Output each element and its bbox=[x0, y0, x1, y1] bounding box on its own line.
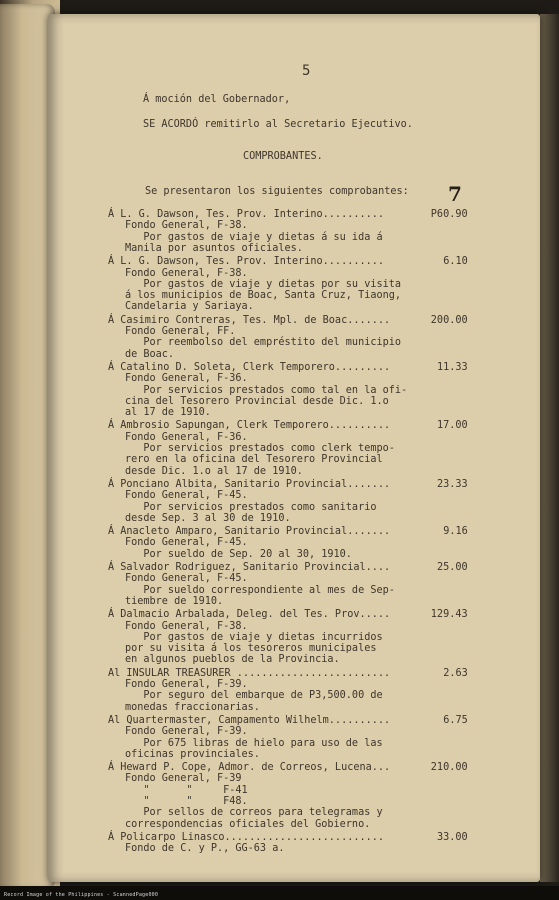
entry-amount: 9.16 bbox=[443, 526, 468, 538]
page-number: 5 bbox=[302, 63, 311, 79]
entry-detail-line: Fondo General, F-38. bbox=[125, 620, 248, 632]
entry-amount: 210.00 bbox=[430, 762, 468, 774]
entry-detail-line: Por gastos de viaje y dietas incurridos bbox=[125, 631, 383, 643]
entry-payee: Al Quartermaster, Campamento Wilhelm.......... bbox=[108, 714, 391, 726]
entry-payee: Á Casimiro Contreras, Tes. Mpl. de Boac....... bbox=[108, 314, 391, 326]
entry-detail-line: desde Sep. 3 al 30 de 1910. bbox=[125, 512, 291, 524]
entry-detail-line: Por sellos de correos para telegramas y bbox=[125, 807, 383, 819]
entry-amount: P60.90 bbox=[430, 209, 468, 220]
entry-payee: Á Ponciano Albita, Sanitario Provincial....... bbox=[108, 478, 391, 490]
entry-amount: 200.00 bbox=[430, 314, 468, 326]
entry-detail-line: Fondo General, F-45. bbox=[125, 573, 248, 585]
entry-payee: Á Dalmacio Arbalada, Deleg. del Tes. Prov..... bbox=[108, 609, 391, 621]
right-page-edge bbox=[540, 14, 559, 882]
entry-payee: Á Salvador Rodriguez, Sanitario Provincial.... bbox=[108, 562, 391, 573]
entry-detail-line: Por gastos de viaje y dietas por su visita bbox=[125, 278, 402, 290]
entry-detail-line: desde Dic. 1.o al 17 de 1910. bbox=[125, 465, 303, 477]
entry-detail-line: Fondo General, F-39. bbox=[125, 726, 248, 738]
entry-amount: 11.33 bbox=[437, 361, 468, 373]
entry-detail-line: Por sueldo correspondiente al mes de Sep- bbox=[125, 584, 395, 596]
entry-detail-line: Por reembolso del empréstito del municipio bbox=[125, 337, 402, 349]
entry-detail-line: Fondo de C. y P., GG-63 a. bbox=[125, 843, 285, 855]
presented-line: Se presentaron los siguientes comprobantes: bbox=[145, 186, 409, 197]
entry-detail-line: Fondo General, F-39 bbox=[125, 773, 242, 785]
entry-detail-line: oficinas provinciales. bbox=[125, 748, 260, 760]
entry-detail-line: Fondo General, F-38. bbox=[125, 220, 248, 232]
entry-detail-line: Fondo General, F-45. bbox=[125, 537, 248, 549]
entry-payee: Á L. G. Dawson, Tes. Prov. Interino.......... bbox=[108, 209, 385, 220]
entry-amount: 6.75 bbox=[443, 714, 468, 726]
entry-detail-line: tiembre de 1910. bbox=[125, 595, 224, 607]
entry-detail-line: Fondo General, F-38. bbox=[125, 267, 248, 279]
entry-detail-line: Manila por asuntos oficiales. bbox=[125, 242, 303, 254]
entry-amount: 6.10 bbox=[443, 256, 468, 268]
entry-detail-line: Por sueldo de Sep. 20 al 30, 1910. bbox=[125, 548, 352, 560]
entry-payee: Á Policarpo Linasco.......................... bbox=[108, 831, 385, 843]
entry-detail-line: en algunos pueblos de la Provincia. bbox=[125, 654, 340, 666]
entry-detail-line: correspondencias oficiales del Gobierno. bbox=[125, 818, 371, 830]
entry-detail-line: Por servicios prestados como sanitario bbox=[125, 501, 377, 513]
handwritten-count: 7 bbox=[448, 182, 462, 206]
entry-detail-line: Fondo General, F-36. bbox=[125, 431, 248, 443]
entry-detail-line: por su visita á los tesoreros municipales bbox=[125, 643, 377, 655]
entry-detail-line: Fondo General, FF. bbox=[125, 326, 236, 337]
entry-detail-line: de Boac. bbox=[125, 348, 175, 360]
footer-text: Record Image of the Philippines - ScannedPage000 bbox=[4, 892, 159, 898]
entry-payee: Al INSULAR TREASURER ......................... bbox=[108, 667, 391, 679]
entry-detail-line: Por servicios prestados como tal en la ofi- bbox=[125, 384, 408, 396]
entry-detail-line: Por servicios prestados como clerk tempo- bbox=[125, 443, 395, 454]
footer-strip bbox=[0, 886, 559, 900]
intro-line-2: SE ACORDÓ remitirlo al Secretario Ejecutivo. bbox=[143, 119, 413, 130]
entry-detail-line: Por gastos de viaje y dietas á su ida á bbox=[125, 231, 383, 243]
intro-line-1: Á moción del Gobernador, bbox=[143, 94, 291, 105]
entry-detail-line: Fondo General, F-45. bbox=[125, 490, 248, 502]
document-page bbox=[48, 14, 540, 882]
entry-amount: 129.43 bbox=[430, 609, 468, 621]
entry-detail-line: á los municipios de Boac, Santa Cruz, Tiaong, bbox=[125, 290, 402, 302]
entry-detail-line: cina del Tesorero Provincial desde Dic. 1.o bbox=[125, 395, 389, 407]
entry-detail-line: Por seguro del embarque de P3,500.00 de bbox=[125, 690, 383, 702]
entry-detail-line: Fondo General, F-39. bbox=[125, 679, 248, 690]
entry-detail-line: Por 675 libras de hielo para uso de las bbox=[125, 737, 383, 749]
entry-detail-line: al 17 de 1910. bbox=[125, 407, 211, 419]
entry-detail-line: monedas fraccionarias. bbox=[125, 701, 260, 713]
left-page-edge bbox=[0, 4, 55, 889]
entry-detail-line: " " F-41 bbox=[125, 784, 248, 796]
entry-payee: Á Anacleto Amparo, Sanitario Provincial....... bbox=[108, 526, 391, 538]
entry-payee: Á Heward P. Cope, Admor. de Correos, Lucena... bbox=[108, 762, 391, 774]
entry-detail-line: Fondo General, F-36. bbox=[125, 373, 248, 385]
entry-payee: Á Ambrosio Sapungan, Clerk Temporero.......... bbox=[108, 420, 391, 432]
entry-payee: Á L. G. Dawson, Tes. Prov. Interino.......... bbox=[108, 256, 385, 268]
entry-amount: 25.00 bbox=[437, 562, 468, 573]
entry-amount: 23.33 bbox=[437, 478, 468, 490]
entry-amount: 2.63 bbox=[443, 667, 468, 679]
entry-amount: 33.00 bbox=[437, 831, 468, 843]
section-title: COMPROBANTES. bbox=[243, 151, 323, 162]
entry-detail-line: rero en la oficina del Tesorero Provincial bbox=[125, 454, 383, 466]
entry-amount: 17.00 bbox=[437, 420, 468, 432]
entry-detail-line: " " F48. bbox=[125, 796, 248, 807]
entry-detail-line: Candelaria y Sariaya. bbox=[125, 301, 254, 313]
entry-payee: Á Catalino D. Soleta, Clerk Temporero......... bbox=[108, 361, 391, 373]
